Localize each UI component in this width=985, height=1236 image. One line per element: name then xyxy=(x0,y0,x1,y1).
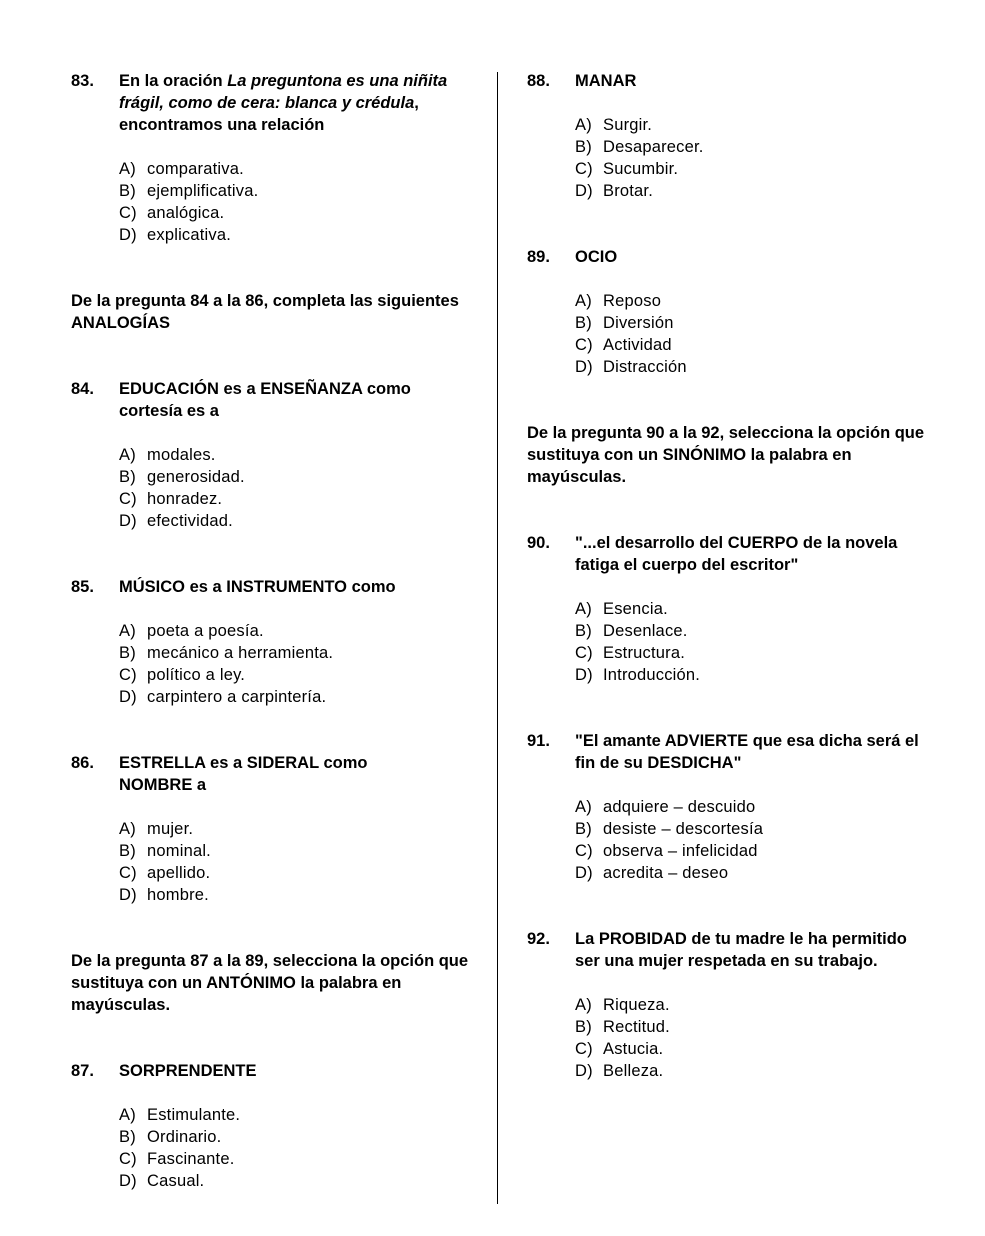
option-text: generosidad. xyxy=(147,468,245,486)
question-stem: "El amante ADVIERTE que esa dicha será el fin de su DESDICHA" xyxy=(575,732,919,772)
option-text: Diversión xyxy=(603,314,674,332)
question-91 xyxy=(527,730,927,884)
option-c xyxy=(119,488,471,510)
option-letter: A) xyxy=(575,996,592,1014)
option-a xyxy=(575,796,927,818)
option-letter: C) xyxy=(119,490,137,508)
option-b xyxy=(119,1126,471,1148)
option-text: Estructura. xyxy=(603,644,685,662)
option-letter: C) xyxy=(575,644,593,662)
option-b xyxy=(119,642,471,664)
column-divider xyxy=(497,72,498,1204)
option-text: Fascinante. xyxy=(147,1150,235,1168)
question-number: 86. xyxy=(71,754,94,772)
option-letter: A) xyxy=(119,446,136,464)
option-letter: C) xyxy=(119,1150,137,1168)
option-c xyxy=(575,642,927,664)
option-c xyxy=(119,202,471,224)
option-text: Actividad xyxy=(603,336,672,354)
option-text: Rectitud. xyxy=(603,1018,670,1036)
options-list xyxy=(119,444,471,532)
option-c xyxy=(575,1038,927,1060)
option-letter: C) xyxy=(575,1040,593,1058)
option-a xyxy=(119,1104,471,1126)
option-text: observa – infelicidad xyxy=(603,842,758,860)
option-a xyxy=(119,444,471,466)
option-letter: B) xyxy=(119,644,136,662)
option-text: Distracción xyxy=(603,358,687,376)
question-83 xyxy=(71,70,471,246)
option-text: apellido. xyxy=(147,864,211,882)
option-letter: A) xyxy=(119,160,136,178)
option-text: desiste – descortesía xyxy=(603,820,764,838)
option-letter: D) xyxy=(575,358,593,376)
option-c xyxy=(119,664,471,686)
option-text: analógica. xyxy=(147,204,225,222)
option-text: Introducción. xyxy=(603,666,701,684)
option-letter: A) xyxy=(575,292,592,310)
question-stem: En la oración La preguntona es una niñita frágil, como de cera: blanca y crédula, encontramos una relación xyxy=(119,72,448,134)
option-text: Casual. xyxy=(147,1172,205,1190)
question-number: 92. xyxy=(527,930,550,948)
option-text: mecánico a herramienta. xyxy=(147,644,334,662)
option-b xyxy=(575,620,927,642)
option-text: Ordinario. xyxy=(147,1128,222,1146)
option-letter: D) xyxy=(119,226,137,244)
option-letter: A) xyxy=(119,622,136,640)
option-b xyxy=(575,1016,927,1038)
question-stem: SORPRENDENTE xyxy=(119,1062,257,1080)
options-list xyxy=(119,620,471,708)
option-letter: A) xyxy=(119,1106,136,1124)
option-text: Riqueza. xyxy=(603,996,670,1014)
option-text: modales. xyxy=(147,446,216,464)
options-list xyxy=(575,290,927,378)
option-letter: B) xyxy=(119,468,136,486)
question-number: 83. xyxy=(71,72,94,90)
question-stem: MANAR xyxy=(575,72,637,90)
option-text: político a ley. xyxy=(147,666,246,684)
question-number: 88. xyxy=(527,72,550,90)
option-text: ejemplificativa. xyxy=(147,182,259,200)
option-a xyxy=(119,620,471,642)
question-84 xyxy=(71,378,471,532)
question-number: 87. xyxy=(71,1062,94,1080)
option-c xyxy=(575,334,927,356)
option-d xyxy=(575,1060,927,1082)
options-list xyxy=(575,598,927,686)
option-letter: D) xyxy=(575,1062,593,1080)
option-letter: B) xyxy=(119,842,136,860)
instruction-90-92: De la pregunta 90 a la 92, selecciona la opción que sustituya con un SINÓNIMO la palabra en mayúsculas. xyxy=(527,424,925,486)
options-list xyxy=(119,158,471,246)
option-b xyxy=(575,818,927,840)
option-letter: D) xyxy=(119,1172,137,1190)
left-column xyxy=(71,70,471,1236)
option-text: acredita – deseo xyxy=(603,864,729,882)
question-stem: "...el desarrollo del CUERPO de la novela fatiga el cuerpo del escritor" xyxy=(575,534,898,574)
question-86 xyxy=(71,752,471,906)
option-a xyxy=(575,598,927,620)
question-90 xyxy=(527,532,927,686)
option-letter: C) xyxy=(575,160,593,178)
option-letter: D) xyxy=(575,182,593,200)
option-d xyxy=(119,224,471,246)
option-c xyxy=(119,1148,471,1170)
option-d xyxy=(575,356,927,378)
option-text: Brotar. xyxy=(603,182,654,200)
quoted-sentence: La preguntona es una niñita frágil, como de cera: blanca y crédula xyxy=(119,72,448,112)
options-list xyxy=(119,1104,471,1192)
option-a xyxy=(575,994,927,1016)
option-letter: A) xyxy=(575,600,592,618)
option-text: Surgir. xyxy=(603,116,653,134)
option-a xyxy=(119,158,471,180)
option-text: efectividad. xyxy=(147,512,233,530)
option-d xyxy=(119,884,471,906)
option-text: poeta a poesía. xyxy=(147,622,264,640)
question-88 xyxy=(527,70,927,202)
option-d xyxy=(575,862,927,884)
option-letter: C) xyxy=(119,864,137,882)
option-text: Sucumbir. xyxy=(603,160,679,178)
option-text: carpintero a carpintería. xyxy=(147,688,327,706)
option-b xyxy=(119,180,471,202)
option-b xyxy=(575,312,927,334)
option-text: honradez. xyxy=(147,490,223,508)
option-letter: C) xyxy=(119,204,137,222)
option-letter: B) xyxy=(575,622,592,640)
option-letter: C) xyxy=(119,666,137,684)
option-letter: D) xyxy=(119,688,137,706)
option-text: Desenlace. xyxy=(603,622,688,640)
option-letter: A) xyxy=(119,820,136,838)
option-d xyxy=(575,664,927,686)
option-text: Estimulante. xyxy=(147,1106,241,1124)
question-stem: EDUCACIÓN es a ENSEÑANZA como cortesía es a xyxy=(119,380,411,420)
options-list xyxy=(575,114,927,202)
option-letter: A) xyxy=(575,116,592,134)
option-text: adquiere – descuido xyxy=(603,798,756,816)
option-text: explicativa. xyxy=(147,226,232,244)
right-column xyxy=(527,70,927,1126)
question-92 xyxy=(527,928,927,1082)
option-text: nominal. xyxy=(147,842,211,860)
option-text: Belleza. xyxy=(603,1062,664,1080)
option-d xyxy=(119,510,471,532)
instruction-84-86: De la pregunta 84 a la 86, completa las siguientes ANALOGÍAS xyxy=(71,292,459,332)
option-letter: B) xyxy=(119,1128,136,1146)
option-text: comparativa. xyxy=(147,160,244,178)
question-stem: La PROBIDAD de tu madre le ha permitido ser una mujer respetada en su trabajo. xyxy=(575,930,907,970)
option-letter: D) xyxy=(119,512,137,530)
option-text: hombre. xyxy=(147,886,209,904)
question-number: 84. xyxy=(71,380,94,398)
question-stem: OCIO xyxy=(575,248,618,266)
option-d xyxy=(119,686,471,708)
option-a xyxy=(575,290,927,312)
question-87 xyxy=(71,1060,471,1192)
question-number: 89. xyxy=(527,248,550,266)
question-number: 91. xyxy=(527,732,550,750)
option-d xyxy=(119,1170,471,1192)
option-text: Esencia. xyxy=(603,600,668,618)
question-stem: MÚSICO es a INSTRUMENTO como xyxy=(119,578,396,596)
option-d xyxy=(575,180,927,202)
option-letter: B) xyxy=(575,820,592,838)
options-list xyxy=(575,796,927,884)
instruction-87-89: De la pregunta 87 a la 89, selecciona la opción que sustituya con un ANTÓNIMO la palabra en mayúsculas. xyxy=(71,952,469,1014)
option-letter: D) xyxy=(575,864,593,882)
option-c xyxy=(575,158,927,180)
option-letter: B) xyxy=(575,1018,592,1036)
option-letter: B) xyxy=(575,138,592,156)
option-a xyxy=(575,114,927,136)
option-text: mujer. xyxy=(147,820,194,838)
option-a xyxy=(119,818,471,840)
question-85 xyxy=(71,576,471,708)
option-letter: C) xyxy=(575,842,593,860)
option-b xyxy=(119,840,471,862)
option-c xyxy=(119,862,471,884)
option-letter: C) xyxy=(575,336,593,354)
question-number: 85. xyxy=(71,578,94,596)
question-stem: ESTRELLA es a SIDERAL como NOMBRE a xyxy=(119,754,368,794)
option-letter: D) xyxy=(575,666,593,684)
option-text: Reposo xyxy=(603,292,662,310)
question-89 xyxy=(527,246,927,378)
option-text: Astucia. xyxy=(603,1040,664,1058)
option-b xyxy=(575,136,927,158)
question-number: 90. xyxy=(527,534,550,552)
options-list xyxy=(119,818,471,906)
options-list xyxy=(575,994,927,1082)
option-b xyxy=(119,466,471,488)
option-text: Desaparecer. xyxy=(603,138,704,156)
option-c xyxy=(575,840,927,862)
option-letter: D) xyxy=(119,886,137,904)
option-letter: B) xyxy=(575,314,592,332)
option-letter: A) xyxy=(575,798,592,816)
option-letter: B) xyxy=(119,182,136,200)
